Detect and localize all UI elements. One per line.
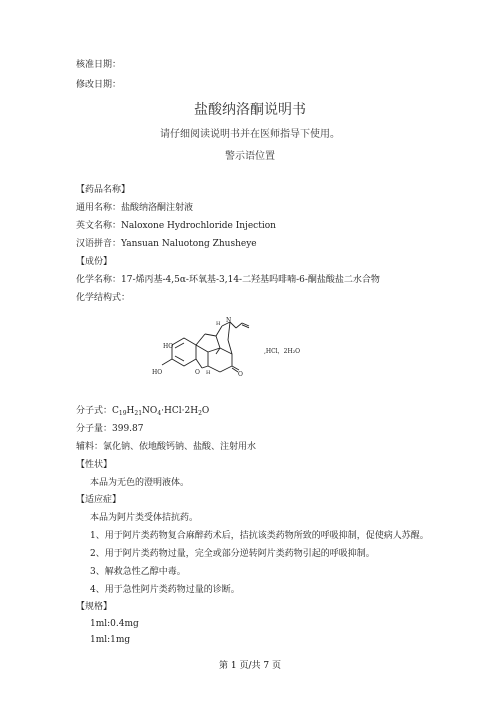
indications-heading: 【适应症】: [76, 495, 122, 505]
specs-heading: 【规格】: [76, 602, 113, 612]
ingredients-heading: 【成份】: [76, 257, 113, 267]
formula-h-count: 21: [134, 410, 143, 417]
indication-item: 1、用于阿片类药物复合麻醉药术后，拮抗该类药物所致的呼吸抑制，促使病人苏醒。: [90, 531, 429, 541]
document-title: 盐酸纳洛酮说明书: [194, 102, 306, 118]
indications-intro: 本品为阿片类受体拮抗药。: [90, 513, 199, 523]
molecular-weight: 分子量：399.87: [76, 424, 144, 434]
ho-top-label: HO: [163, 343, 174, 350]
warning-position-label: 警示语位置: [225, 151, 275, 162]
formula-c-count: 19: [118, 410, 127, 417]
page-number-footer: 第 1 页/共 7 页: [219, 661, 281, 671]
spec-item: 1ml:0.4mg: [90, 619, 139, 629]
formula-no: NO: [142, 406, 158, 416]
approval-date-label: 核准日期：: [76, 60, 122, 70]
structure-label: 化学结构式：: [76, 293, 131, 303]
formula-end: O: [201, 406, 210, 416]
formula-rest-count: 2: [198, 410, 202, 417]
molecular-formula: [76, 405, 209, 420]
drug-name-heading: 【药品名称】: [76, 185, 131, 195]
hydrogen-label-2: H: [206, 370, 211, 376]
chemical-name: 化学名称：17-烯丙基-4,5α-环氧基-3,14-二羟基吗啡喃-6-酮盐酸盐二水合物: [76, 275, 380, 285]
formula-no-count: 4: [157, 410, 162, 417]
spec-item: 1ml:1mg: [90, 635, 131, 645]
indication-item: 3、解救急性乙醇中毒。: [90, 567, 186, 577]
indication-item: 4、用于急性阿片类药物过量的诊断。: [90, 585, 240, 595]
english-name: 英文名称：Naloxone Hydrochloride Injection: [76, 221, 276, 231]
generic-name: 通用名称：盐酸纳洛酮注射液: [76, 203, 194, 213]
pinyin-name: 汉语拼音：Yansuan Naluotong Zhusheye: [76, 239, 257, 249]
ketone-oxygen-label: O: [238, 371, 243, 378]
properties-text: 本品为无色的澄明液体。: [90, 478, 190, 488]
indication-item: 2、用于阿片类药物过量，完全或部分逆转阿片类药物引起的呼吸抑制。: [90, 549, 375, 559]
revision-date-label: 修改日期：: [76, 80, 122, 90]
properties-heading: 【性状】: [76, 460, 113, 470]
read-instructions-note: 请仔细阅读说明书并在医师指导下使用。: [160, 129, 340, 140]
excipients: 辅料：氯化钠、依地酸钙钠、盐酸、注射用水: [76, 442, 257, 452]
formula-label: 分子式：: [76, 406, 113, 416]
formula-rest: ·HCl·2H: [161, 406, 199, 416]
structure-salt-label: ,HCl，2H₂O: [264, 348, 301, 355]
ring-oxygen-label: O: [195, 369, 200, 376]
ho-bottom-label: HO: [152, 369, 163, 376]
formula-h: H: [126, 406, 135, 416]
formula-c: C: [112, 406, 119, 416]
hydrogen-label-1: H: [216, 321, 221, 327]
nitrogen-label: N: [226, 317, 232, 324]
